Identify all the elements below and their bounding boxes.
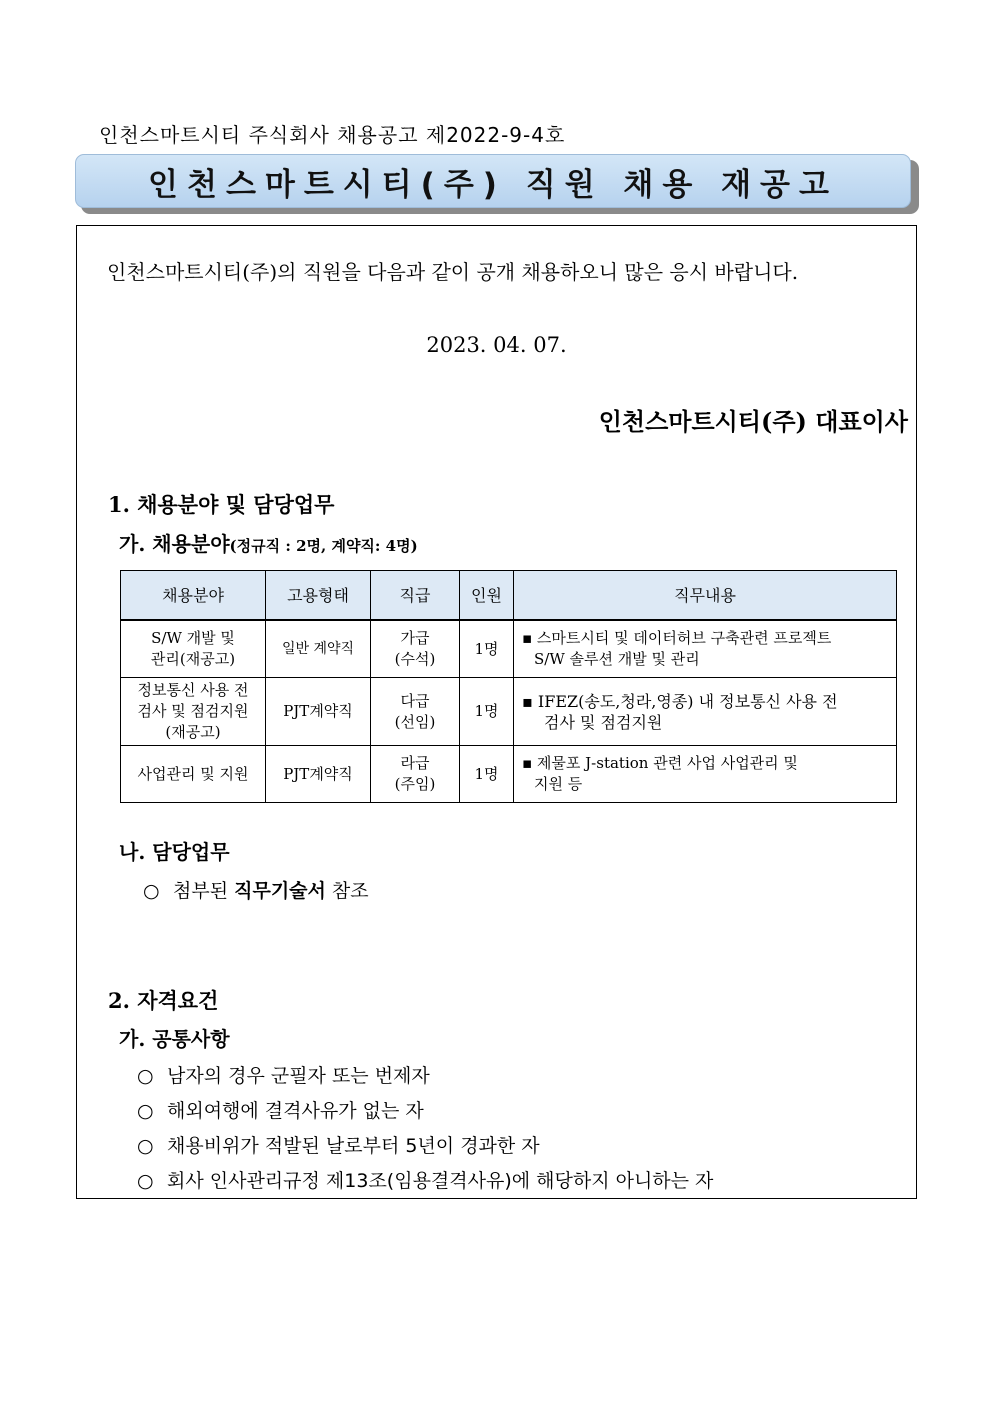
intro-text: 인천스마트시티(주)의 직원을 다음과 같이 공개 채용하오니 많은 응시 바랍니다. <box>107 260 799 284</box>
sub-a-note: (정규직 : 2명, 계약직: 4명) <box>229 537 418 555</box>
col-header: 직급 <box>371 571 460 621</box>
bullet-circle-icon: ○ <box>137 1135 154 1157</box>
col-header: 채용분야 <box>121 571 266 621</box>
list-item: ○ 채용비위가 적발된 날로부터 5년이 경과한 자 <box>137 1135 540 1157</box>
cell-desc: ▪ 제물포 J-station 관련 사업 사업관리 및 지원 등 <box>514 746 897 803</box>
section2-sub-a: 가. 공통사항 <box>119 1027 230 1051</box>
bullet-circle-icon: ○ <box>137 1100 154 1122</box>
table-row <box>121 746 897 803</box>
list-item: ○ 회사 인사관리규정 제13조(임용결격사유)에 해당하지 아니하는 자 <box>137 1170 714 1192</box>
notice-number: 인천스마트시티 주식회사 채용공고 제2022-9-4호 <box>99 123 566 147</box>
cell-desc: ▪ IFEZ(송도,청라,영종) 내 정보통신 사용 전 검사 및 점검지원 <box>514 678 897 746</box>
cell-grade: 다급 (선임) <box>371 678 460 746</box>
col-header: 고용형태 <box>266 571 371 621</box>
cell-type: PJT계약직 <box>266 678 371 746</box>
bullet-circle-icon: ○ <box>137 1170 154 1192</box>
section2-heading: 2. 자격요건 <box>108 988 219 1013</box>
notice-date: 2023. 04. 07. <box>426 333 567 357</box>
cell-count: 1명 <box>460 746 514 803</box>
signer: 인천스마트시티(주) 대표이사 <box>598 407 908 436</box>
jobs-table <box>120 570 897 803</box>
cell-desc: ▪ 스마트시티 및 데이터허브 구축관련 프로젝트 S/W 솔루션 개발 및 관리 <box>514 620 897 678</box>
cell-type: 일반 계약직 <box>266 620 371 678</box>
title-banner <box>75 154 911 208</box>
cell-field: S/W 개발 및 관리(재공고) <box>121 620 266 678</box>
bullet-circle-icon: ○ <box>137 1065 154 1087</box>
cell-type: PJT계약직 <box>266 746 371 803</box>
cell-count: 1명 <box>460 620 514 678</box>
table-row <box>121 678 897 746</box>
cell-field: 사업관리 및 지원 <box>121 746 266 803</box>
table-row <box>121 620 897 678</box>
section1-sub-b: 나. 담당업무 <box>119 840 230 864</box>
list-item: ○ 남자의 경우 군필자 또는 번제자 <box>137 1065 430 1087</box>
col-header: 인원 <box>460 571 514 621</box>
cell-count: 1명 <box>460 678 514 746</box>
cell-grade: 라급 (주임) <box>371 746 460 803</box>
col-header: 직무내용 <box>514 571 897 621</box>
cell-field: 정보통신 사용 전 검사 및 점검지원 (재공고) <box>121 678 266 746</box>
job-description-ref: 직무기술서 <box>234 880 326 902</box>
table-header-row <box>121 571 897 621</box>
list-item: ○ 해외여행에 결격사유가 없는 자 <box>137 1100 424 1122</box>
sub-a-title: 가. 채용분야 <box>119 532 230 556</box>
section1-heading: 1. 채용분야 및 담당업무 <box>108 492 335 517</box>
notice-frame <box>76 225 917 1199</box>
banner-title: 인천스마트시티(주) 직원 채용 재공고 <box>148 166 838 203</box>
list-item: ○ 첨부된 직무기술서 참조 <box>143 880 369 902</box>
section1-sub-a <box>119 528 418 557</box>
cell-grade: 가급 (수석) <box>371 620 460 678</box>
bullet-circle-icon: ○ <box>143 880 160 902</box>
